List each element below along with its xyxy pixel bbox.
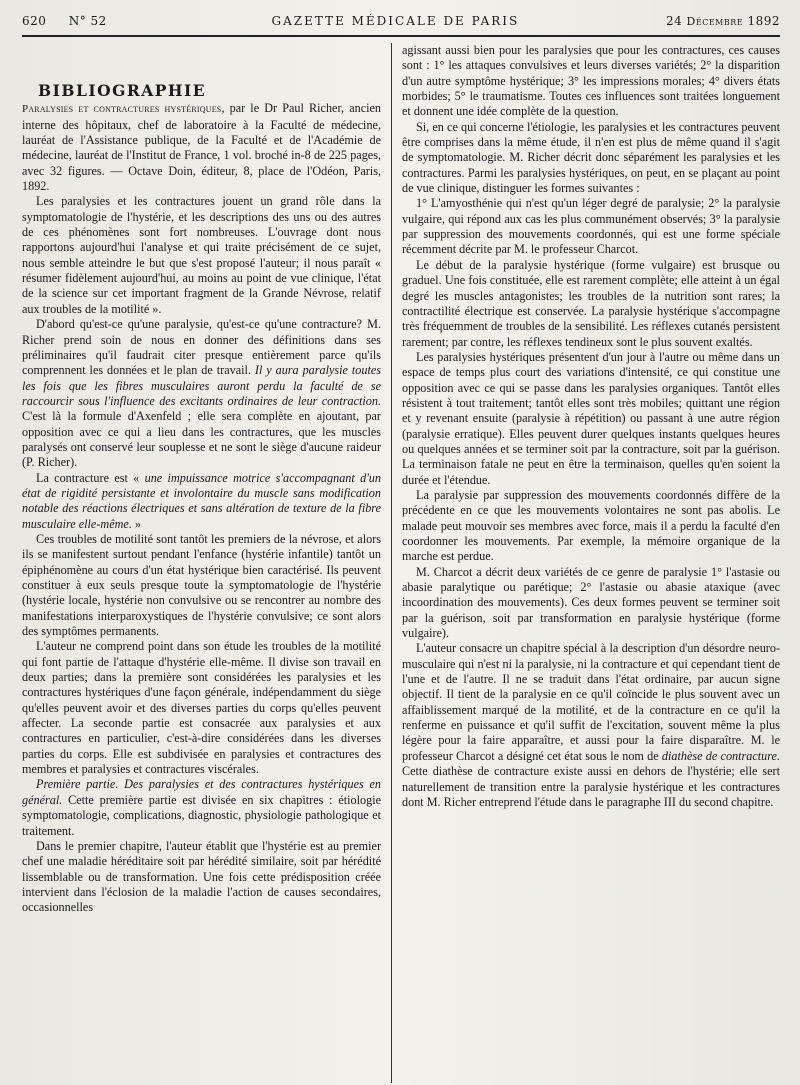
bibliography-entry: Paralysies et contractures hystériques, par le Dr Paul Richer, ancien interne des hôpitaux, chef de laboratoire à la Faculté de médecine, lauréat de l'Assistance publique, de la Faculté et de l'Académie de médecine, lauréat de l'Institut de France, 1 vol. broché in-8 de 225 pages, avec 32 figures. — Octave Doin, éditeur, 8, place de l'Odéon, Paris, 1892. bbox=[22, 101, 381, 194]
paragraph: La contracture est « une impuissance motrice s'accompagnant d'un état de rigidité persistante et involontaire du muscle sans modification notable des réactions électriques et sans altération de texture de la fibre musculaire elle-même. » bbox=[22, 470, 381, 531]
paragraph: agissant aussi bien pour les paralysies que pour les contractures, ces causes sont : 1° les attaques convulsives et leurs diverses variétés; 2° la disparition d'un autre symptôme hystérique; 3° les impressions morales; 4° divers états morbides; 5° le traumatisme. Toutes ces influences sont traitées longuement et donnent une idée complète de la question. bbox=[402, 43, 780, 119]
article-columns bbox=[22, 43, 780, 1083]
journal-name: GAZETTE MÉDICALE DE PARIS bbox=[271, 14, 520, 28]
header-left bbox=[22, 14, 125, 28]
page-header bbox=[22, 14, 780, 37]
paragraph: Les paralysies et les contractures jouent un grand rôle dans la symptomatologie de l'hystérie, et les descriptions des uns ou des autres de ces phénomènes sont fort nombreuses. L'ouvrage dont nous rapportons aujourd'hui l'analyse et qui traite précisément de ce sujet, nous semble atteindre le but que s'est proposé l'auteur; il nous paraît « résumer fidèlement aujourd'hui, au moins au point de vue clinique, l'état de la science sur cet important fragment de la Grande Névrose, relatif aux troubles de la motilité ». bbox=[22, 194, 381, 316]
paragraph: Les paralysies hystériques présentent d'un jour à l'autre ou même dans un espace de temps plus court des variations d'intensité, ce qui constitue une opposition avec ce qui se passe dans les paralysies organiques. Tantôt elles résistent à tout traitement; tantôt elles sont très mobiles; quittant une région et y revenant ensuite (paralysie à répétition) ou passant à une autre région (paralysie erratique). Elles peuvent durer quelques instants quelques heures ou quelques années et se terminer soit par la contracture, soit par la guérison. La terminaison fatale ne peut en être la terminaison, quelles qu'en soient la durée et l'étendue. bbox=[402, 349, 780, 487]
paragraph: Si, en ce qui concerne l'étiologie, les paralysies et les contractures peuvent être comprises dans la même étude, il n'en est plus de même quand il s'agit de symptomatologie. M. Richer décrit donc séparément les paralysies et les contractures. Parmi les paralysies hystériques, on peut, en se plaçant au point de vue clinique, distinguer les formes suivantes : bbox=[402, 119, 780, 196]
right-column bbox=[392, 43, 780, 1083]
paragraph: Ces troubles de motilité sont tantôt les premiers de la névrose, et alors ils se manifestent surtout pendant l'enfance (hystérie infantile) tantôt un épiphénomène au cours d'un état hystérique bien caractérisé. Ils peuvent constituer à eux seuls presque toute la symptomatologie de l'hystérie (hystérie locale, hystérie non convulsive ou se rencontrer au nombre des manifestations interparoxystiques de l'hystérie convulsive; ce sont alors des symptômes permanents. bbox=[22, 531, 381, 639]
paragraph: Première partie. Des paralysies et des contractures hystériques en général. Cette première partie est divisée en six chapitres : étiologie symptomatologie, complications, diagnostic, physiologie pathologique et traitement. bbox=[22, 777, 382, 838]
section-title: BIBLIOGRAPHIE bbox=[38, 81, 207, 100]
paragraph: La paralysie par suppression des mouvements coordonnés diffère de la précédente en ce que les mouvements volontaires ne sont pas abolis. Le malade peut mouvoir ses membres avec force, mais il a perdu la faculté d'en coordonner les mouvements. Par exemple, la mémoire organique de la marche est perdue. bbox=[402, 487, 780, 564]
paragraph: Dans le premier chapitre, l'auteur établit que l'hystérie est au premier chef une maladie héréditaire soit par hérédité similaire, soit par hérédité lissemblable ou de transformation. Une fois cette prédisposition créée intervient dans l'éclosion de la maladie l'action de causes secondaires, occasionnelles bbox=[22, 838, 381, 915]
issue-number: N° 52 bbox=[68, 14, 107, 28]
paragraph: M. Charcot a décrit deux variétés de ce genre de paralysie 1° l'astasie ou abasie paralytique ou parétique; 2° l'astasie ou abasie ataxique (avec incoordination des mouvements). Ces deux formes peuvent se terminer soit par la guérison, soit par transformation en paralysie hystérique (forme vulgaire). bbox=[402, 564, 780, 641]
paragraph: Le début de la paralysie hystérique (forme vulgaire) est brusque ou graduel. Une fois constituée, elle est rarement complète; elle atteint à un égal degré les muscles antagonistes; les troubles de la nutrition sont rares; la contractilité électrique est conservée. La paralysie hystérique s'accompagne très fréquemment de troubles de la sensibilité. Les réflexes cutanés persistent rarement; par contre, les réflexes tendineux sont le plus souvent exaltés. bbox=[402, 257, 780, 349]
paragraph: D'abord qu'est-ce qu'une paralysie, qu'est-ce qu'une contracture? M. Richer prend soin de nous en donner des définitions dans ses préliminaires qu'il faudrait citer presque entièrement parce qu'ils comprennent les données et le plan de travail. Il y aura paralysie toutes les fois que les fibres musculaires auront perdu la faculté de se raccourcir sous l'influence des excitants ordinaires de leur contraction. C'est là la formule d'Axenfeld ; elle sera complète en ajoutant, par opposition avec ce qui a lieu dans les contractures, que les muscles paralysés ont conservé leur souplesse et ne sont le siège d'aucune raideur (P. Richer). bbox=[22, 317, 381, 470]
paragraph: L'auteur ne comprend point dans son étude les troubles de la motilité qui font partie de l'attaque d'hystérie elle-même. Il divise son travail en deux parties; dans la première sont considérées les paralysies et les contractures hystériques d'une façon générale, indépendamment du siège qu'elles peuvent avoir et des diverses parties du corps qu'elles peuvent affecter. La seconde partie est consacrée aux paralysies et aux contractures en particulier, c'est-à-dire considérées dans les diverses parties du corps. Elle est subdivisée en paralysies et contractures des membres et paralysies et contractures viscérales. bbox=[22, 639, 381, 777]
issue-date: 24 Décembre 1892 bbox=[665, 14, 780, 28]
page-number: 620 bbox=[22, 14, 47, 28]
paragraph: L'auteur consacre un chapitre spécial à la description d'un désordre neuro-musculaire qui n'est ni la paralysie, ni la contracture et qui cependant tient de l'une et de l'autre. Il ne se traduit dans l'état ordinaire, par aucun signe objectif. Il tient de la paralysie en ce qu'il coïncide le plus souvent avec un affaiblissement marqué de la motilité, et de la contracture en ce qu'il la renferme en puissance et qu'il suffit de l'excitation, souvent même la plus légère pour la faire apparaître, et aussi pour la faire disparaître. M. le professeur Charcot a désigné cet état sous le nom de diathèse de contracture. Cette diathèse de contracture existe aussi en dehors de l'hystérie; elle sert naturellement de transition entre la paralysie hystérique et les contractures dont M. Richer entreprend l'étude dans le paragraphe III du second chapitre. bbox=[402, 641, 780, 809]
paragraph: 1° L'amyosthénie qui n'est qu'un léger degré de paralysie; 2° la paralysie vulgaire, qui répond aux cas les plus communément observés; 3° la paralysie par suppression des mouvements coordonnés, qui est une forme spéciale récemment décrite par M. le professeur Charcot. bbox=[402, 196, 780, 257]
left-column bbox=[22, 43, 392, 1083]
